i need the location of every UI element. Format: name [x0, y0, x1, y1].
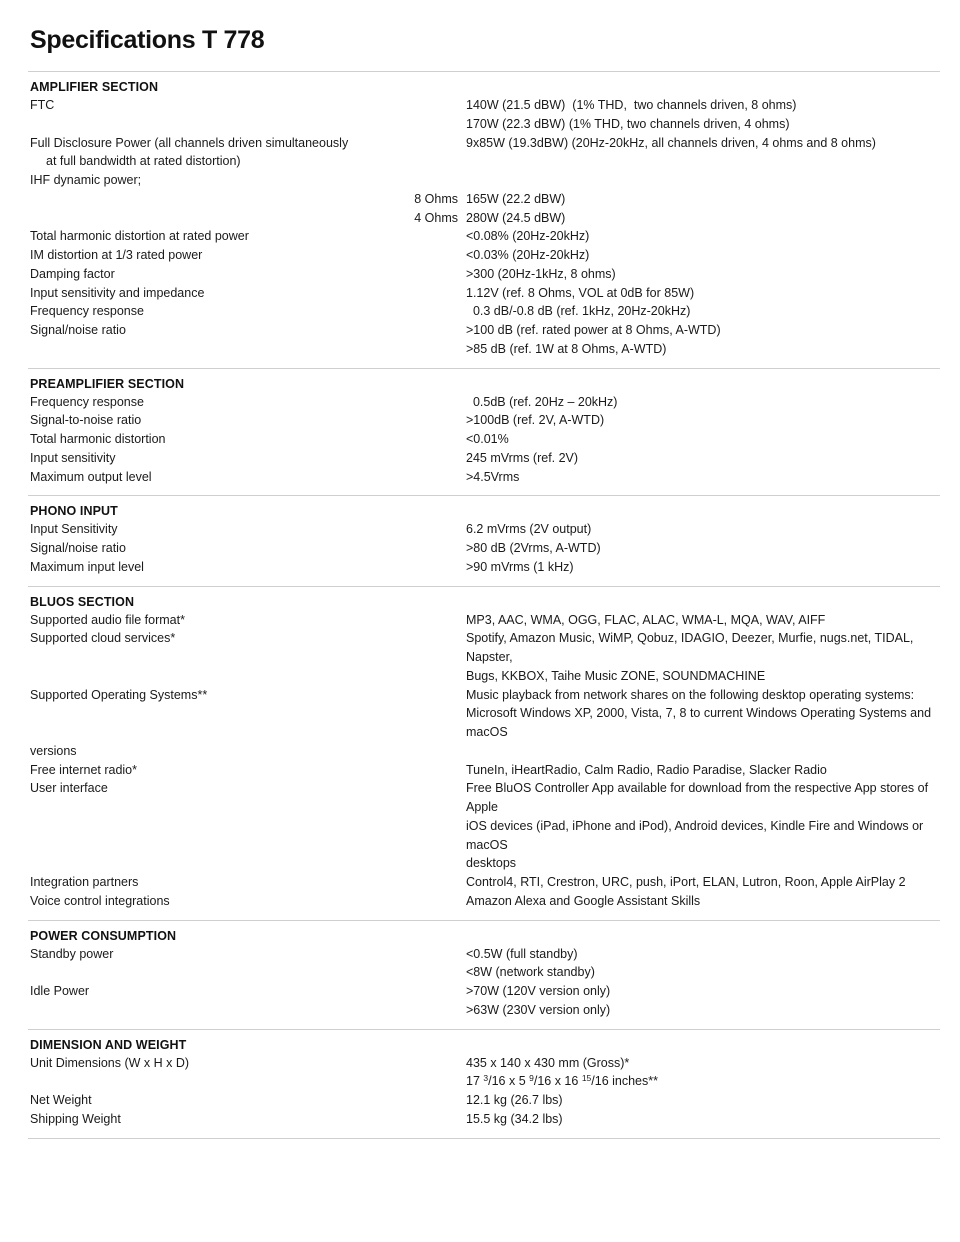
spec-row — [28, 945, 940, 964]
spec-row — [28, 171, 940, 190]
spec-value: Microsoft Windows XP, 2000, Vista, 7, 8 to current Windows Operating Systems and macOS — [466, 706, 935, 739]
spec-row — [28, 742, 940, 761]
spec-row — [28, 411, 940, 430]
spec-row — [28, 284, 940, 303]
spec-label: Supported Operating Systems** — [30, 687, 208, 702]
spec-qualifier: 4 Ohms — [414, 210, 458, 225]
spec-rows — [28, 611, 940, 911]
spec-rows — [28, 945, 940, 1020]
spec-value: desktops — [466, 856, 517, 871]
spec-row — [28, 667, 940, 686]
spec-row — [28, 873, 940, 892]
spec-value: >63W (230V version only) — [466, 1002, 611, 1017]
spec-value: <0.5W (full standby) — [466, 946, 578, 961]
spec-value: >85 dB (ref. 1W at 8 Ohms, A-WTD) — [466, 341, 667, 356]
spec-value: 15.5 kg (34.2 lbs) — [466, 1111, 563, 1126]
spec-row — [28, 520, 940, 539]
spec-label: Input sensitivity — [30, 450, 116, 465]
spec-rows — [28, 1054, 940, 1129]
spec-label: Full Disclosure Power (all channels driven simultaneously — [30, 135, 349, 150]
spec-label: Unit Dimensions (W x H x D) — [30, 1055, 190, 1070]
page-title: Specifications T 778 — [30, 26, 265, 54]
spec-label: Shipping Weight — [30, 1111, 121, 1126]
section-heading: POWER CONSUMPTION — [30, 928, 177, 943]
section-phono — [28, 496, 940, 585]
spec-label: User interface — [30, 781, 108, 796]
spec-row — [28, 686, 940, 705]
spec-row — [28, 892, 940, 911]
spec-value: MP3, AAC, WMA, OGG, FLAC, ALAC, WMA-L, MQA, WAV, AIFF — [466, 612, 826, 627]
spec-label: IHF dynamic power; — [30, 173, 142, 187]
spec-label: Total harmonic distortion at rated power — [30, 229, 249, 244]
spec-label: Supported cloud services* — [30, 631, 176, 646]
spec-row — [28, 96, 940, 115]
spec-row — [28, 611, 940, 630]
spec-rows — [28, 96, 940, 359]
spec-value: 280W (24.5 dBW) — [466, 210, 566, 225]
sections-container — [28, 72, 940, 1139]
section-dimension-weight — [28, 1030, 940, 1138]
spec-label: at full bandwidth at rated distortion) — [46, 154, 241, 169]
spec-value: <8W (network standby) — [466, 965, 595, 980]
spec-label: Input Sensitivity — [30, 522, 118, 537]
spec-row — [28, 1110, 940, 1129]
spec-label: Frequency response — [30, 304, 144, 319]
spec-label: Voice control integrations — [30, 893, 170, 908]
section-bluos — [28, 587, 940, 920]
spec-value: <0.08% (20Hz-20kHz) — [466, 229, 590, 244]
spec-value: >80 dB (2Vrms, A-WTD) — [466, 541, 601, 555]
spec-label: versions — [30, 743, 77, 758]
spec-label: Standby power — [30, 946, 114, 961]
spec-value: >90 mVrms (1 kHz) — [466, 559, 574, 574]
spec-label: Maximum input level — [30, 559, 144, 574]
spec-value: <0.03% (20Hz-20kHz) — [466, 248, 590, 262]
spec-label: Total harmonic distortion — [30, 432, 166, 446]
spec-value: Music playback from network shares on the following desktop operating systems: — [466, 687, 915, 702]
section-heading: BLUOS SECTION — [30, 594, 135, 609]
spec-row — [28, 302, 940, 321]
spec-label: Integration partners — [30, 875, 139, 889]
spec-row — [28, 227, 940, 246]
spec-value: 17 $^3$/16 x 5 $^9$/16 x 16 $^{15}$/16 inches** — [466, 1073, 658, 1089]
spec-row — [28, 449, 940, 468]
spec-row — [28, 209, 940, 228]
spec-value: iOS devices (iPad, iPhone and iPod), Android devices, Kindle Fire and Windows or macOS — [466, 818, 927, 852]
spec-value: 435 x 140 x 430 mm (Gross)* — [466, 1055, 630, 1070]
spec-row — [28, 854, 940, 873]
section-amplifier — [28, 72, 940, 368]
spec-value: >100 dB (ref. rated power at 8 Ohms, A-WTD) — [466, 323, 721, 337]
spec-row — [28, 340, 940, 359]
spec-label: Input sensitivity and impedance — [30, 285, 205, 300]
spec-value: >70W (120V version only) — [466, 984, 611, 998]
spec-value: TuneIn, iHeartRadio, Calm Radio, Radio Paradise, Slacker Radio — [466, 762, 827, 777]
spec-label: Maximum output level — [30, 469, 152, 484]
spec-label: Idle Power — [30, 984, 90, 998]
spec-row — [28, 779, 940, 817]
spec-row — [28, 321, 940, 340]
spec-value: 6.2 mVrms (2V output) — [466, 522, 592, 537]
spec-value: 1.12V (ref. 8 Ohms, VOL at 0dB for 85W) — [466, 285, 695, 300]
spec-value: Free BluOS Controller App available for download from the respective App stores of Apple — [466, 781, 931, 814]
spec-label: Signal/noise ratio — [30, 323, 126, 337]
spec-row — [28, 115, 940, 134]
section-power-consumption — [28, 921, 940, 1029]
spec-value: Bugs, KKBOX, Taihe Music ZONE, SOUNDMACHINE — [466, 668, 766, 683]
spec-label: Net Weight — [30, 1093, 92, 1107]
section-heading: PREAMPLIFIER SECTION — [30, 376, 185, 391]
spec-rows — [28, 520, 940, 576]
spec-value: 12.1 kg (26.7 lbs) — [466, 1093, 563, 1107]
spec-rows — [28, 393, 940, 487]
spec-value: <0.01% — [466, 432, 509, 446]
spec-row — [28, 430, 940, 449]
spec-row — [28, 265, 940, 284]
spec-value: Control4, RTI, Crestron, URC, push, iPort, ELAN, Lutron, Roon, Apple AirPlay 2 — [466, 875, 906, 889]
spec-row — [28, 963, 940, 982]
spec-value: >300 (20Hz-1kHz, 8 ohms) — [466, 266, 616, 281]
spec-value: 165W (22.2 dBW) — [466, 191, 566, 206]
spec-label: FTC — [30, 98, 55, 112]
spec-row — [28, 468, 940, 487]
spec-qualifier: 8 Ohms — [414, 191, 458, 206]
spec-label: Damping factor — [30, 266, 115, 281]
spec-label: Signal-to-noise ratio — [30, 413, 142, 428]
spec-value: Amazon Alexa and Google Assistant Skills — [466, 893, 701, 908]
spec-value: 245 mVrms (ref. 2V) — [466, 450, 579, 465]
spec-value: 140W (21.5 dBW) (1% THD, two channels driven, 8 ohms) — [466, 98, 797, 112]
spec-value: 9x85W (19.3dBW) (20Hz-20kHz, all channels driven, 4 ohms and 8 ohms) — [466, 135, 876, 150]
spec-row — [28, 190, 940, 209]
spec-row — [28, 1072, 940, 1091]
spec-row — [28, 393, 940, 412]
section-heading: AMPLIFIER SECTION — [30, 80, 159, 94]
spec-row — [28, 1001, 940, 1020]
spec-value: 170W (22.3 dBW) (1% THD, two channels driven, 4 ohms) — [466, 116, 790, 131]
spec-value: >100dB (ref. 2V, A-WTD) — [466, 413, 605, 428]
spec-label: Supported audio file format* — [30, 612, 185, 627]
spec-row — [28, 539, 940, 558]
spec-value: Spotify, Amazon Music, WiMP, Qobuz, IDAGIO, Deezer, Murfie, nugs.net, TIDAL, Napster, — [466, 631, 917, 664]
spec-row — [28, 629, 940, 667]
spec-row — [28, 1091, 940, 1110]
spec-row — [28, 246, 940, 265]
section-heading: PHONO INPUT — [30, 504, 118, 519]
spec-row — [28, 558, 940, 577]
spec-row — [28, 761, 940, 780]
spec-value: 0.5dB (ref. 20Hz – 20kHz) — [466, 394, 618, 409]
spec-value: 0.3 dB/-0.8 dB (ref. 1kHz, 20Hz-20kHz) — [466, 304, 691, 319]
spec-label: Free internet radio* — [30, 762, 138, 777]
spec-row — [28, 134, 940, 153]
spec-value: >4.5Vrms — [466, 469, 520, 484]
spec-label: Frequency response — [30, 394, 144, 409]
spec-row — [28, 817, 940, 855]
spec-label: IM distortion at 1/3 rated power — [30, 248, 203, 262]
spec-row — [28, 1054, 940, 1073]
spec-row — [28, 704, 940, 742]
spec-label: Signal/noise ratio — [30, 541, 126, 555]
section-divider — [28, 1138, 940, 1139]
spec-row — [28, 152, 940, 171]
spec-row — [28, 982, 940, 1001]
section-heading: DIMENSION AND WEIGHT — [30, 1037, 187, 1052]
section-preamplifier — [28, 369, 940, 496]
